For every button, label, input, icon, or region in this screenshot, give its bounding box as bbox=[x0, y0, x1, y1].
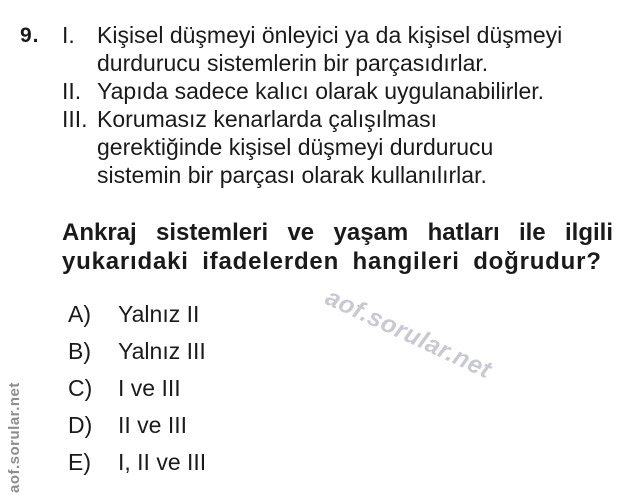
statement-text bbox=[97, 77, 618, 105]
option-letter: B) bbox=[68, 338, 91, 364]
statement-text bbox=[97, 105, 618, 189]
option-row-d bbox=[68, 412, 206, 449]
statement-line: gerektiğinde kişisel düşmeyi durdurucu bbox=[97, 134, 494, 160]
statement-numeral: III. bbox=[62, 106, 88, 132]
question-number: 9. bbox=[20, 24, 40, 47]
option-row-c bbox=[68, 375, 206, 412]
statement-text bbox=[97, 21, 618, 77]
option-letter: E) bbox=[68, 449, 91, 475]
statement-line: Yapıda sadece kalıcı olarak uygulanabilirler. bbox=[97, 78, 545, 104]
option-row-e bbox=[68, 449, 206, 486]
question-stem bbox=[62, 218, 613, 276]
statements-list bbox=[62, 21, 618, 189]
option-text: II ve III bbox=[118, 412, 188, 438]
statement-item-2 bbox=[62, 77, 618, 105]
watermark-diagonal: aof.sorular.net bbox=[321, 283, 496, 385]
option-letter: C) bbox=[68, 375, 93, 401]
option-text: Yalnız II bbox=[118, 301, 200, 327]
options-list bbox=[68, 301, 206, 486]
option-text: I ve III bbox=[118, 375, 181, 401]
statement-numeral: I. bbox=[62, 22, 75, 48]
statement-line: durdurucu sistemlerin bir parçasıdırlar. bbox=[97, 50, 489, 76]
watermark-vertical: aof.sorular.net bbox=[6, 382, 23, 493]
option-row-b bbox=[68, 338, 206, 375]
statement-numeral: II. bbox=[62, 78, 82, 104]
option-text: Yalnız III bbox=[118, 338, 206, 364]
option-text: I, II ve III bbox=[118, 449, 207, 475]
statement-item-1 bbox=[62, 21, 618, 77]
question-stem-line: yukarıdaki ifadelerden hangileri doğrudur? bbox=[62, 248, 602, 275]
question-stem-line: Ankraj sistemleri ve yaşam hatları ile ilgili bbox=[62, 219, 613, 246]
statement-line: Korumasız kenarlarda çalışılması bbox=[97, 106, 438, 132]
statement-line: Kişisel düşmeyi önleyici ya da kişisel düşmeyi bbox=[97, 22, 563, 48]
option-letter: A) bbox=[68, 301, 91, 327]
option-row-a bbox=[68, 301, 206, 338]
statement-item-3 bbox=[62, 105, 618, 189]
option-letter: D) bbox=[68, 412, 93, 438]
statement-line: sistemin bir parçası olarak kullanılırlar. bbox=[97, 162, 487, 188]
